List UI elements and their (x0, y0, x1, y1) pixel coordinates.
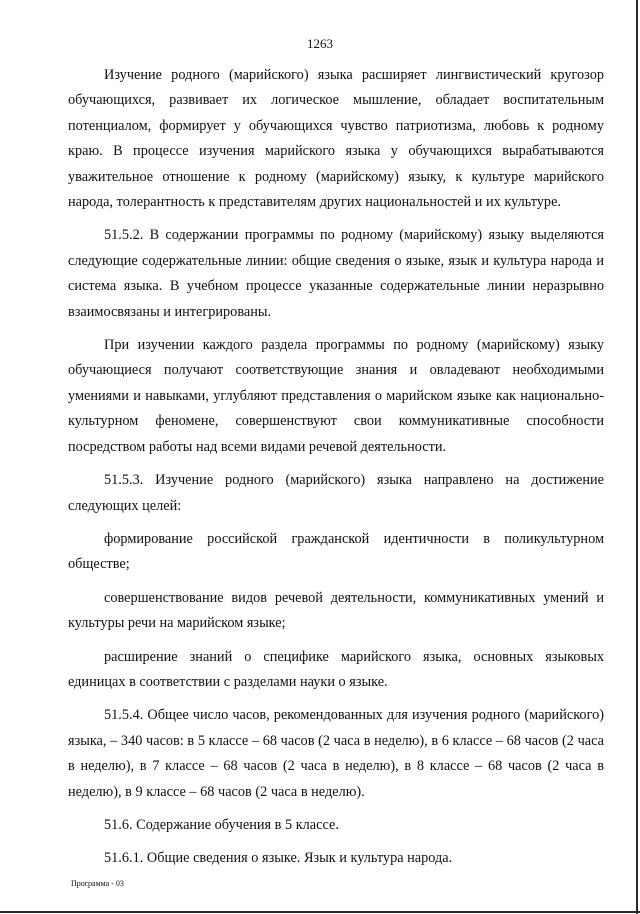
page-number: 1263 (307, 36, 333, 51)
document-body (68, 63, 604, 880)
scan-edge-bottom (0, 911, 640, 913)
goal-item-knowledge: расширение знаний о специфике марийского языка, основных языковых единицах в соответствии с разделами науки о языке. (68, 648, 604, 690)
paragraph-intro: Изучение родного (марийского) языка расширяет лингвистический кругозор обучающихся, развивает их логическое мышление, обладает воспитательным потенциалом, формирует у обучающихся чувство патриотизма, любовь к родному краю. В процессе изучения марийского языка у обучающихся вырабатываются уважительное отношение к родному (марийскому) языку, к культуре марийского народа, толерантность к представителям других национальностей и их культуре. (68, 67, 604, 211)
goal-item-identity: формирование российской гражданской идентичности в поликультурном обществе; (68, 530, 604, 573)
paragraph-51-5-2: 51.5.2. В содержании программы по родному (марийскому) языку выделяются следующие содержательные линии: общие сведения о языке, язык и культура народа и система языка. В учебном процессе указанные содержательные линии неразрывно взаимосвязаны и интегрированы. (68, 227, 604, 320)
page-footer: Программа - 03 (71, 879, 124, 888)
goal-item-speech: совершенствование видов речевой деятельности, коммуникативных умений и культуры речи на марийском языке; (68, 589, 604, 632)
paragraph-51-5-3: 51.5.3. Изучение родного (марийского) языка направлено на достижение следующих целей: (68, 472, 604, 514)
scan-edge-right (636, 0, 638, 914)
paragraph-sections: При изучении каждого раздела программы по родному (марийскому) языку обучающиеся получают соответствующие знания и овладевают необходимыми умениями и навыками, углубляют представления о марийском языке как национально-культурном феномене, совершенствуют свои коммуникативные способности посредством работы над всеми видами речевой деятельности. (68, 337, 604, 455)
heading-51-6-1: 51.6.1. Общие сведения о языке. Язык и культура народа. (104, 850, 453, 867)
heading-51-6: 51.6. Содержание обучения в 5 классе. (104, 816, 339, 833)
paragraph-51-5-4: 51.5.4. Общее число часов, рекомендованных для изучения родного (марийского) языка, – 340 часов: в 5 классе – 68 часов (2 часа в неделю), в 6 классе – 68 часов (2 часа в неделю), в 7 классе – 68 часов (2 часа в неделю), в 8 классе – 68 часов (2 часа в неделю), в 9 классе – 68 часов (2 часа в неделю). (68, 707, 604, 800)
